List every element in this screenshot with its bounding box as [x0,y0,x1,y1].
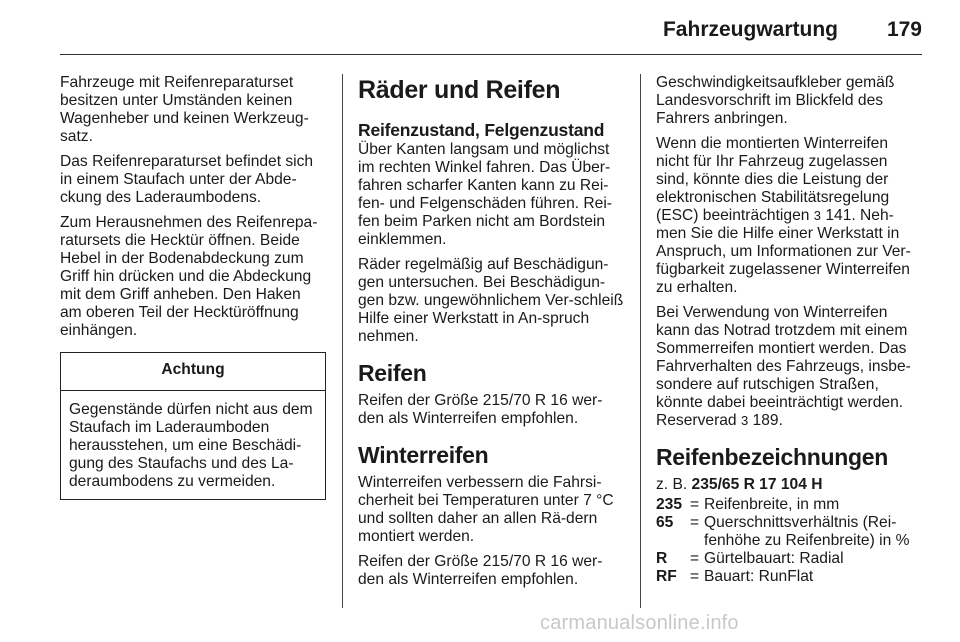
definition-row: 235 = Reifenbreite, in mm [656,496,840,513]
definition-row: R = Gürtelbauart: Radial [656,550,844,567]
column-3 [656,74,924,586]
column-divider-1 [342,74,343,608]
paragraph: Reifen der Größe 215/70 R 16 wer-den als Winterreifen empfohlen. [358,392,603,427]
page-header [60,14,922,55]
page-reference[interactable]: 189 [752,412,779,429]
definition-row: 65 = Querschnittsverhältnis (Rei-fenhöhe zu Reifenbreite) in % [656,514,910,549]
column-1 [60,74,326,500]
subheading-tires: Reifen [358,360,427,386]
page-number: 179 [886,18,922,41]
subheading-tire-condition: Reifenzustand, Felgenzustand [358,120,605,140]
tire-code: 235/65 R 17 104 H [691,476,823,493]
paragraph: Fahrzeuge mit Reifenreparaturset besitzen unter Umständen keinen Wagenheber und keinen Werkzeug-satz. [60,74,309,145]
watermark: carmanualsonline.info [540,612,739,634]
caution-text: Gegenstände dürfen nicht aus dem Staufach im Laderaumboden herausstehen, um eine Beschädi-gung des Staufachs und des La-deraumbodens zu vermeiden. [69,401,313,490]
paragraph: Bei Verwendung von Winterreifen kann das Notrad trotzdem mit einem Sommerreifen montiert werden. Das Fahrverhalten des Fahrzeugs, insbe-sondere auf rutschigen Straßen, könnte dabei beeinträchtigt werden. Reserverad 3 189. [656,304,911,429]
paragraph: Über Kanten langsam und möglichst im rechten Winkel fahren. Das Über-fahren scharfer Kanten kann zu Rei-fen- und Felgenschäden führen. Rei-fen beim Parken nicht am Bordstein einklemmen. [358,141,612,248]
page-reference-icon: 3 [740,413,749,428]
paragraph: Wenn die montierten Winterreifen nicht für Ihr Fahrzeug zugelassen sind, könnte dies die Leistung der elektronischen Stabilitätsregelung (ESC) beeinträchtigen 3 141. Neh-men Sie die Hilfe einer Werkstatt in Anspruch, um Informationen zur Ver-fügbarkeit zugelassener Winterreifen zu erhalten. [656,135,911,296]
caution-box [60,352,326,500]
paragraph: Räder regelmäßig auf Beschädigun-gen untersuchen. Bei Beschädigun-gen bzw. ungewöhnlichem Ver-schleiß Hilfe einer Werkstatt in An-spruch nehmen. [358,256,624,345]
column-divider-2 [640,74,641,608]
tire-code-example: z. B. 235/65 R 17 104 H [656,476,823,493]
caution-title: Achtung [61,353,325,391]
section-title: Fahrzeugwartung [662,18,838,41]
definition-row: RF = Bauart: RunFlat [656,568,814,585]
caution-body [61,391,325,499]
page-reference[interactable]: 141 [825,207,852,224]
chapter-heading: Räder und Reifen [358,76,561,104]
tire-code-definitions [656,496,924,586]
paragraph: Geschwindigkeitsaufkleber gemäß Landesvorschrift im Blickfeld des Fahrers anbringen. [656,74,895,127]
paragraph: Das Reifenreparaturset befindet sich in einem Staufach unter der Abde-ckung des Laderaumbodens. [60,153,314,206]
subheading-tire-designations: Reifenbezeichnungen [656,444,888,470]
paragraph: Reifen der Größe 215/70 R 16 wer-den als Winterreifen empfohlen. [358,553,603,588]
subheading-winter-tires: Winterreifen [358,442,489,468]
page-reference-icon: 3 [813,208,821,223]
paragraph: Zum Herausnehmen des Reifenrepa-ratursets die Hecktür öffnen. Beide Hebel in der Bodenabdeckung zum Griff hin drücken und die Abdeckung mit dem Griff anheben. Den Haken am oberen Teil der Hecktüröffnung einhängen. [60,214,318,339]
column-2 [358,74,624,596]
paragraph: Winterreifen verbessern die Fahrsi-cherheit bei Temperaturen unter 7 °C und sollten daher an allen Rä-dern montiert werden. [358,474,614,545]
